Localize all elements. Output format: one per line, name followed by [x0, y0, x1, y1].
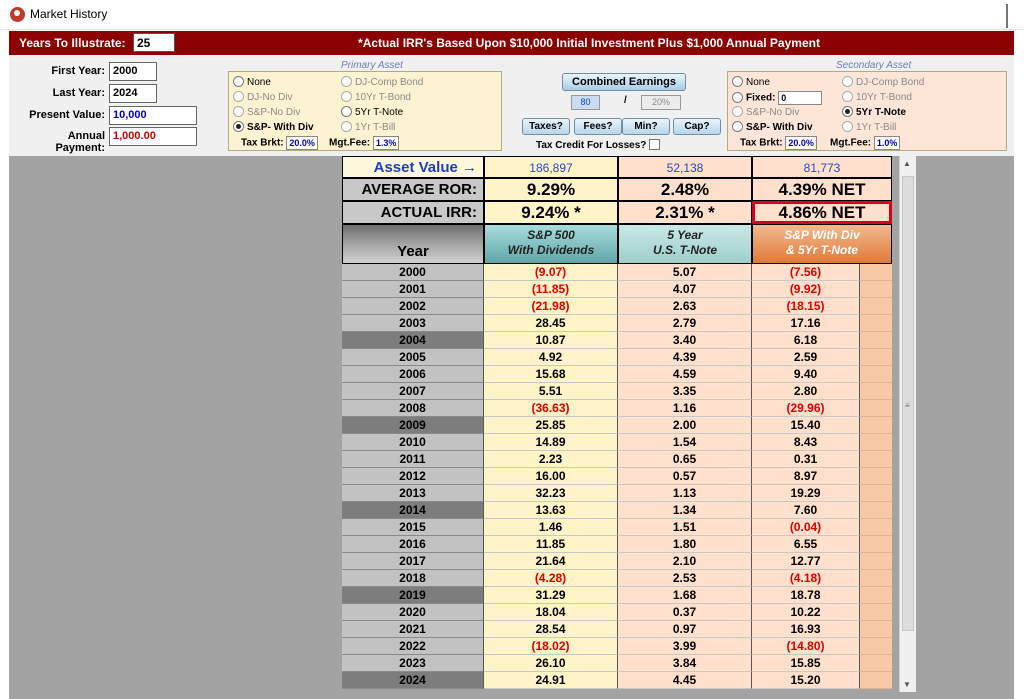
- last-year-label: Last Year:: [52, 87, 105, 99]
- year-cell: 2024: [342, 672, 484, 689]
- combined-cell-tail: [860, 502, 892, 519]
- year-cell: 2003: [342, 315, 484, 332]
- actual-irr-label: ACTUAL IRR:: [342, 201, 484, 224]
- option-label: None: [746, 77, 770, 88]
- primary-value-cell: 28.45: [484, 315, 618, 332]
- combined-cell-tail: [860, 485, 892, 502]
- radio-icon: [341, 76, 352, 87]
- year-cell: 2012: [342, 468, 484, 485]
- combined-value-cell: (4.18): [752, 570, 860, 587]
- column-header-row: [342, 224, 892, 264]
- combined-value-cell: 2.59: [752, 349, 860, 366]
- primary-value-cell: 32.23: [484, 485, 618, 502]
- year-cell: 2017: [342, 553, 484, 570]
- radio-icon: [233, 106, 244, 117]
- secondary-fee-input[interactable]: 1.0%: [874, 136, 901, 150]
- table-row: [342, 315, 892, 332]
- secondary-value-cell: 1.80: [618, 536, 752, 553]
- primary-value-cell: 1.46: [484, 519, 618, 536]
- option-label: 5Yr T-Note: [355, 107, 404, 118]
- years-input[interactable]: 25: [133, 33, 175, 52]
- tax-credit-label: Tax Credit For Losses?: [536, 140, 647, 151]
- secondary-value-cell: 1.68: [618, 587, 752, 604]
- actual-irr-primary: 9.24% *: [484, 201, 618, 224]
- asset-value-combined: 81,773: [752, 156, 892, 178]
- secondary-fixed-input[interactable]: 0: [778, 91, 822, 105]
- first-year-input[interactable]: 2000: [109, 62, 157, 81]
- scroll-up-icon[interactable]: ▲: [903, 159, 911, 168]
- table-row: [342, 553, 892, 570]
- secondary-value-cell: 1.13: [618, 485, 752, 502]
- combined-cell-tail: [860, 570, 892, 587]
- ratio-separator: /: [624, 95, 627, 106]
- year-cell: 2020: [342, 604, 484, 621]
- combined-value-cell: 19.29: [752, 485, 860, 502]
- secondary-value-cell: 5.07: [618, 264, 752, 281]
- tax-credit-checkbox[interactable]: [649, 139, 660, 150]
- header-line: 5 Year: [667, 228, 703, 242]
- app-logo-icon: [10, 7, 25, 22]
- year-cell: 2007: [342, 383, 484, 400]
- table-row: [342, 383, 892, 400]
- combined-cell-tail: [860, 383, 892, 400]
- radio-icon: [341, 91, 352, 102]
- combined-value-cell: (14.80): [752, 638, 860, 655]
- radio-icon: [341, 106, 352, 117]
- secondary-option-none[interactable]: [732, 76, 770, 88]
- tax-label: Tax Brkt:: [740, 137, 783, 149]
- secondary-value-cell: 2.00: [618, 417, 752, 434]
- primary-value-cell: (36.63): [484, 400, 618, 417]
- combined-cell-tail: [860, 417, 892, 434]
- asset-value-primary: 186,897: [484, 156, 618, 178]
- primary-option-sp-no-div[interactable]: [233, 106, 300, 118]
- primary-value-cell: 18.04: [484, 604, 618, 621]
- option-label: 5Yr T-Note: [856, 107, 907, 118]
- min-button[interactable]: Min?: [622, 118, 670, 135]
- combined-cell-tail: [860, 468, 892, 485]
- secondary-value-cell: 2.79: [618, 315, 752, 332]
- combined-cell-tail: [860, 655, 892, 672]
- radio-icon: [842, 121, 853, 132]
- table-row: [342, 349, 892, 366]
- combined-cell-tail: [860, 519, 892, 536]
- year-cell: 2015: [342, 519, 484, 536]
- option-label: DJ-No Div: [247, 92, 293, 103]
- fee-label: Mgt.Fee:: [329, 137, 371, 149]
- window-edge: [996, 4, 1008, 28]
- combined-column-header: [752, 224, 892, 264]
- primary-column-header: [484, 224, 618, 264]
- year-cell: 2022: [342, 638, 484, 655]
- combined-value-cell: 18.78: [752, 587, 860, 604]
- present-value-label: Present Value:: [29, 109, 105, 121]
- combined-value-cell: 9.40: [752, 366, 860, 383]
- primary-value-cell: 16.00: [484, 468, 618, 485]
- primary-value-cell: 28.54: [484, 621, 618, 638]
- secondary-value-cell: 2.53: [618, 570, 752, 587]
- primary-value-cell: (21.98): [484, 298, 618, 315]
- secondary-value-cell: 0.97: [618, 621, 752, 638]
- ratio-primary-input[interactable]: 80: [571, 95, 600, 110]
- radio-icon: [732, 106, 743, 117]
- secondary-column-header: [618, 224, 752, 264]
- secondary-option-sp-with-div[interactable]: [732, 121, 813, 133]
- fees-button[interactable]: Fees?: [574, 118, 622, 135]
- radio-selected-icon: [842, 106, 853, 117]
- secondary-value-cell: 4.45: [618, 672, 752, 689]
- combined-value-cell: 17.16: [752, 315, 860, 332]
- radio-icon: [842, 76, 853, 87]
- primary-value-cell: 31.29: [484, 587, 618, 604]
- average-ror-primary: 9.29%: [484, 178, 618, 201]
- secondary-value-cell: 2.10: [618, 553, 752, 570]
- secondary-value-cell: 0.37: [618, 604, 752, 621]
- combined-value-cell: (29.96): [752, 400, 860, 417]
- table-row: [342, 672, 892, 689]
- table-row: [342, 400, 892, 417]
- secondary-value-cell: 1.34: [618, 502, 752, 519]
- average-ror-secondary: 2.48%: [618, 178, 752, 201]
- combined-value-cell: 15.20: [752, 672, 860, 689]
- primary-option-1yr-t-bill[interactable]: [341, 121, 395, 133]
- annual-payment-label: Annual Payment:: [55, 130, 105, 154]
- primary-value-cell: 11.85: [484, 536, 618, 553]
- year-cell: 2000: [342, 264, 484, 281]
- table-row: [342, 570, 892, 587]
- primary-value-cell: 5.51: [484, 383, 618, 400]
- secondary-value-cell: 3.35: [618, 383, 752, 400]
- secondary-value-cell: 3.99: [618, 638, 752, 655]
- secondary-mgt-fee: [830, 136, 900, 150]
- combined-cell-tail: [860, 281, 892, 298]
- combined-cell-tail: [860, 315, 892, 332]
- taxes-button[interactable]: Taxes?: [522, 118, 570, 135]
- secondary-asset-title: Secondary Asset: [836, 60, 912, 71]
- radio-icon: [842, 91, 853, 102]
- option-label: S&P- With Div: [247, 122, 314, 133]
- combined-cell-tail: [860, 332, 892, 349]
- header-bar: [9, 31, 1014, 55]
- secondary-value-cell: 1.54: [618, 434, 752, 451]
- primary-value-cell: 4.92: [484, 349, 618, 366]
- window-title: Market History: [30, 7, 108, 21]
- table-row: [342, 604, 892, 621]
- year-cell: 2010: [342, 434, 484, 451]
- results-area: [9, 156, 1014, 699]
- tax-credit-row: [536, 139, 660, 151]
- year-cell: 2004: [342, 332, 484, 349]
- primary-tax-input[interactable]: 20.0%: [286, 136, 318, 150]
- radio-icon: [732, 76, 743, 87]
- option-label: 10Yr T-Bond: [355, 92, 411, 103]
- primary-tax-bracket: [241, 136, 318, 150]
- primary-value-cell: 21.64: [484, 553, 618, 570]
- cap-button[interactable]: Cap?: [673, 118, 721, 135]
- option-label: DJ-Comp Bond: [856, 77, 925, 88]
- primary-mgt-fee: [329, 136, 399, 150]
- year-cell: 2002: [342, 298, 484, 315]
- combined-value-cell: (0.04): [752, 519, 860, 536]
- asset-value-label: Asset Value →: [342, 156, 484, 178]
- year-cell: 2019: [342, 587, 484, 604]
- combined-cell-tail: [860, 264, 892, 281]
- secondary-option-1yr-t-bill[interactable]: [842, 121, 896, 133]
- primary-value-cell: (9.07): [484, 264, 618, 281]
- secondary-value-cell: 1.51: [618, 519, 752, 536]
- option-label: Fixed:: [746, 92, 776, 104]
- table-row: [342, 264, 892, 281]
- header-line: U.S. T-Note: [652, 243, 717, 257]
- radio-icon: [233, 76, 244, 87]
- irr-note: *Actual IRR's Based Upon $10,000 Initial Investment Plus $1,000 Annual Payment: [358, 36, 820, 50]
- table-row: [342, 587, 892, 604]
- combined-cell-tail: [860, 298, 892, 315]
- combined-value-cell: 8.43: [752, 434, 860, 451]
- primary-value-cell: 15.68: [484, 366, 618, 383]
- header-line: With Dividends: [507, 243, 595, 257]
- primary-option-dj-no-div[interactable]: [233, 91, 293, 103]
- combined-value-cell: (7.56): [752, 264, 860, 281]
- radio-icon: [732, 92, 743, 103]
- table-row: [342, 366, 892, 383]
- year-cell: 2023: [342, 655, 484, 672]
- combined-cell-tail: [860, 451, 892, 468]
- primary-value-cell: 26.10: [484, 655, 618, 672]
- primary-value-cell: 10.87: [484, 332, 618, 349]
- table-row: [342, 281, 892, 298]
- year-cell: 2006: [342, 366, 484, 383]
- combined-value-cell: 15.85: [752, 655, 860, 672]
- combined-value-cell: 6.18: [752, 332, 860, 349]
- combined-value-cell: 16.93: [752, 621, 860, 638]
- secondary-value-cell: 0.57: [618, 468, 752, 485]
- combined-cell-tail: [860, 672, 892, 689]
- primary-asset-title: Primary Asset: [341, 60, 403, 71]
- combined-earnings-button[interactable]: Combined Earnings: [562, 73, 686, 91]
- primary-option-none[interactable]: [233, 76, 271, 88]
- option-label: None: [247, 77, 271, 88]
- first-year-label: First Year:: [51, 65, 105, 77]
- window-titlebar: [0, 0, 1024, 30]
- actual-irr-combined: 4.86% NET: [752, 201, 892, 224]
- table-row: [342, 434, 892, 451]
- last-year-input[interactable]: 2024: [109, 84, 157, 103]
- primary-option-10yr-t-bond[interactable]: [341, 91, 411, 103]
- year-cell: 2013: [342, 485, 484, 502]
- option-label: S&P-No Div: [746, 107, 800, 118]
- radio-selected-icon: [233, 121, 244, 132]
- combined-value-cell: (9.92): [752, 281, 860, 298]
- secondary-value-cell: 0.65: [618, 451, 752, 468]
- year-cell: 2009: [342, 417, 484, 434]
- secondary-tax-bracket: [740, 136, 817, 150]
- combined-cell-tail: [860, 587, 892, 604]
- secondary-value-cell: 1.16: [618, 400, 752, 417]
- year-cell: 2008: [342, 400, 484, 417]
- primary-option-dj-comp-bond[interactable]: [341, 76, 423, 88]
- average-ror-combined: 4.39% NET: [752, 178, 892, 201]
- combined-cell-tail: [860, 621, 892, 638]
- year-cell: 2021: [342, 621, 484, 638]
- primary-value-cell: 25.85: [484, 417, 618, 434]
- combined-value-cell: 12.77: [752, 553, 860, 570]
- secondary-option-10yr-t-bond[interactable]: [842, 91, 912, 103]
- year-cell: 2011: [342, 451, 484, 468]
- secondary-tax-input[interactable]: 20.0%: [785, 136, 817, 150]
- primary-value-cell: (11.85): [484, 281, 618, 298]
- primary-option-sp-with-div[interactable]: [233, 121, 314, 133]
- table-row: [342, 417, 892, 434]
- asset-value-row: [342, 156, 892, 178]
- primary-value-cell: 2.23: [484, 451, 618, 468]
- secondary-option-5yr-t-note[interactable]: [842, 106, 906, 118]
- controls-area: [9, 55, 1014, 156]
- present-value-input[interactable]: 10,000: [109, 106, 197, 125]
- primary-value-cell: (18.02): [484, 638, 618, 655]
- combined-cell-tail: [860, 434, 892, 451]
- secondary-value-cell: 4.39: [618, 349, 752, 366]
- secondary-option-fixed[interactable]: [732, 91, 822, 105]
- scroll-down-icon[interactable]: ▼: [903, 680, 911, 689]
- option-label: DJ-Comp Bond: [355, 77, 424, 88]
- combined-cell-tail: [860, 638, 892, 655]
- combined-value-cell: (18.15): [752, 298, 860, 315]
- combined-value-cell: 8.97: [752, 468, 860, 485]
- ratio-secondary-display: 20%: [641, 95, 681, 110]
- years-label: Years To Illustrate:: [19, 36, 126, 50]
- secondary-value-cell: 3.40: [618, 332, 752, 349]
- table-row: [342, 485, 892, 502]
- header-line: S&P 500: [527, 228, 575, 242]
- table-row: [342, 536, 892, 553]
- scroll-grip-icon: ≡: [905, 401, 910, 410]
- combined-value-cell: 15.40: [752, 417, 860, 434]
- year-cell: 2018: [342, 570, 484, 587]
- secondary-value-cell: 4.59: [618, 366, 752, 383]
- average-ror-row: [342, 178, 892, 201]
- combined-cell-tail: [860, 604, 892, 621]
- annual-payment-input[interactable]: 1,000.00: [109, 127, 197, 146]
- option-label: 1Yr T-Bill: [355, 122, 396, 133]
- year-column-header: Year: [342, 224, 484, 264]
- actual-irr-row: [342, 201, 892, 224]
- header-line: S&P With Div: [784, 228, 860, 242]
- asset-value-secondary: 52,138: [618, 156, 752, 178]
- combined-value-cell: 6.55: [752, 536, 860, 553]
- table-row: [342, 451, 892, 468]
- table-row: [342, 638, 892, 655]
- year-cell: 2005: [342, 349, 484, 366]
- secondary-option-sp-no-div[interactable]: [732, 106, 799, 118]
- combined-cell-tail: [860, 400, 892, 417]
- year-cell: 2001: [342, 281, 484, 298]
- secondary-value-cell: 4.07: [618, 281, 752, 298]
- combined-value-cell: 0.31: [752, 451, 860, 468]
- fee-label: Mgt.Fee:: [830, 137, 872, 149]
- table-row: [342, 298, 892, 315]
- combined-cell-tail: [860, 366, 892, 383]
- radio-icon: [732, 121, 743, 132]
- primary-value-cell: 13.63: [484, 502, 618, 519]
- combined-cell-tail: [860, 349, 892, 366]
- header-line: & 5Yr T-Note: [785, 243, 858, 257]
- option-label: S&P-No Div: [247, 107, 301, 118]
- table-row: [342, 332, 892, 349]
- table-row: [342, 519, 892, 536]
- year-cell: 2016: [342, 536, 484, 553]
- primary-value-cell: 14.89: [484, 434, 618, 451]
- tax-label: Tax Brkt:: [241, 137, 284, 149]
- option-label: 10Yr T-Bond: [856, 92, 912, 103]
- secondary-option-dj-comp-bond[interactable]: [842, 76, 924, 88]
- year-cell: 2014: [342, 502, 484, 519]
- combined-value-cell: 10.22: [752, 604, 860, 621]
- primary-fee-input[interactable]: 1.3%: [373, 136, 400, 150]
- combined-value-cell: 2.80: [752, 383, 860, 400]
- table-row: [342, 502, 892, 519]
- average-ror-label: AVERAGE ROR:: [342, 178, 484, 201]
- secondary-asset-panel: [727, 60, 1007, 151]
- radio-icon: [233, 91, 244, 102]
- combined-cell-tail: [860, 536, 892, 553]
- table-row: [342, 621, 892, 638]
- combined-value-cell: 7.60: [752, 502, 860, 519]
- option-label: 1Yr T-Bill: [856, 122, 897, 133]
- secondary-value-cell: 2.63: [618, 298, 752, 315]
- radio-icon: [341, 121, 352, 132]
- primary-option-5yr-t-note[interactable]: [341, 106, 403, 118]
- secondary-value-cell: 3.84: [618, 655, 752, 672]
- primary-value-cell: (4.28): [484, 570, 618, 587]
- vertical-scrollbar[interactable]: [899, 156, 916, 692]
- primary-value-cell: 24.91: [484, 672, 618, 689]
- table-row: [342, 655, 892, 672]
- option-label: S&P- With Div: [746, 122, 813, 133]
- combined-cell-tail: [860, 553, 892, 570]
- actual-irr-secondary: 2.31% *: [618, 201, 752, 224]
- primary-asset-panel: [228, 60, 502, 151]
- table-row: [342, 468, 892, 485]
